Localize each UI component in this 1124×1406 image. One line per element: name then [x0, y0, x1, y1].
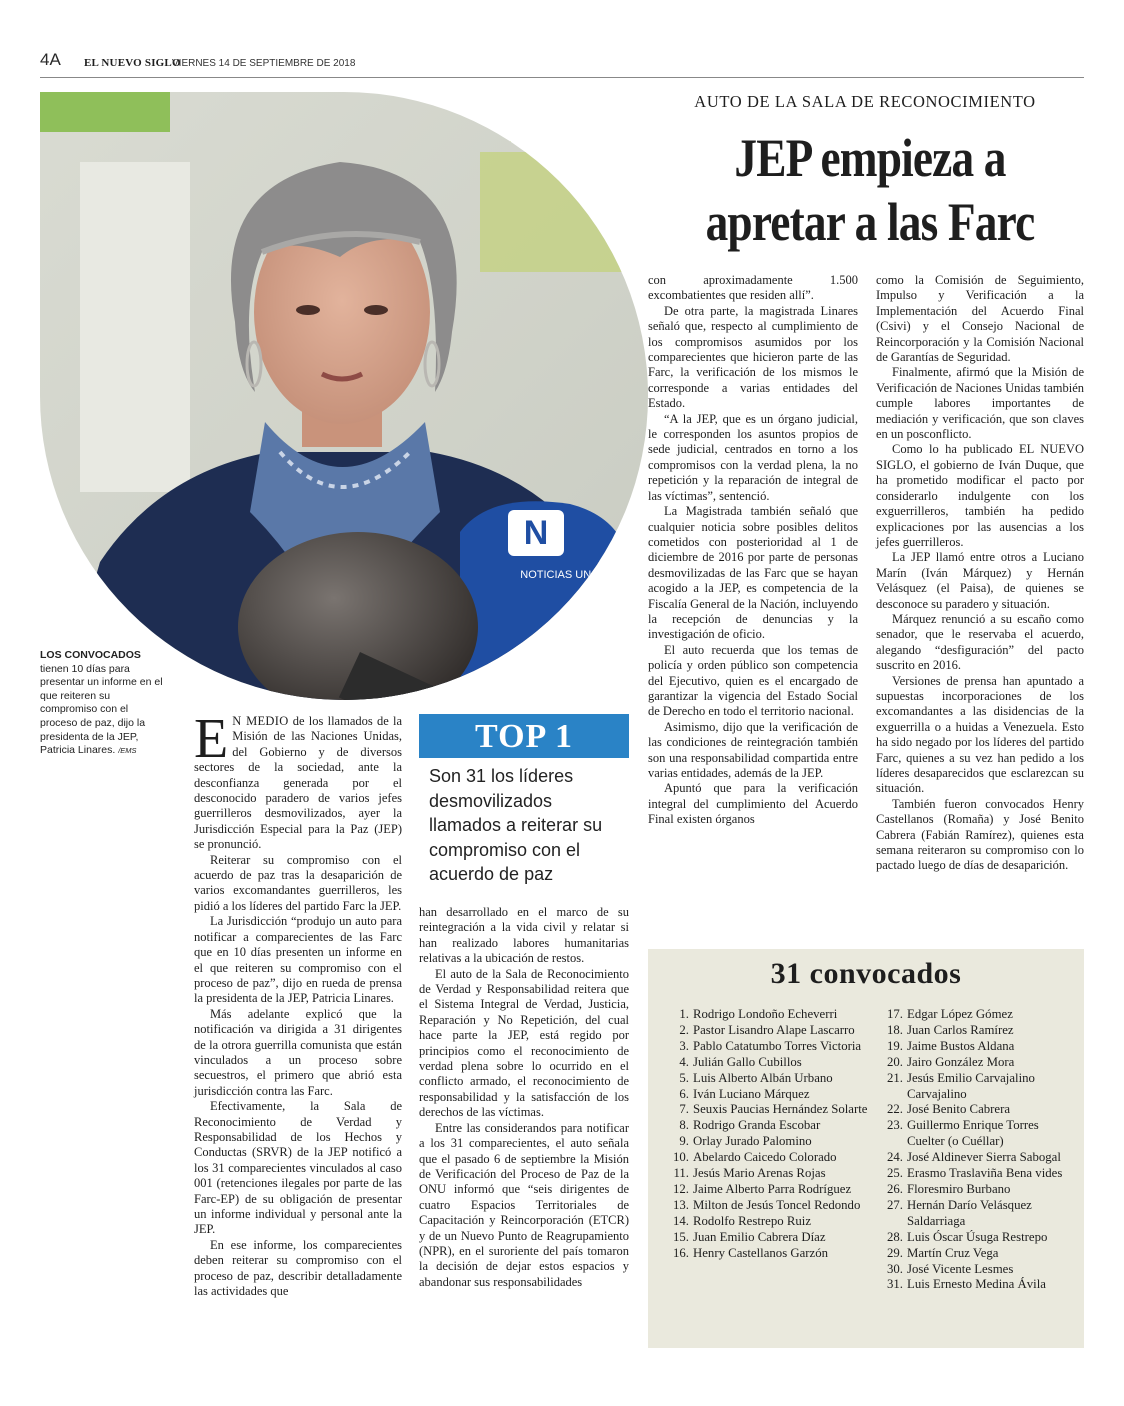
- convocado-name: Rodrigo Granda Escobar: [693, 1118, 821, 1133]
- convocado-name: Pablo Catatumbo Torres Victoria: [693, 1038, 862, 1053]
- background-green-panel: [40, 92, 170, 132]
- convocado-item: [878, 1150, 1078, 1166]
- lead-paragraph: [194, 708, 402, 853]
- convocados-list-left: [664, 1007, 874, 1262]
- convocado-name: Hernán Darío Velásquez Saldarriaga: [907, 1197, 1032, 1228]
- convocado-number: 13.: [673, 1197, 689, 1212]
- top-box-label: TOP 1: [419, 714, 629, 758]
- convocado-name: Seuxis Paucias Hernández Solarte: [693, 1102, 868, 1117]
- lead-caps: N MEDIO: [232, 714, 289, 728]
- article-kicker: AUTO DE LA SALA DE RECONOCIMIENTO: [694, 92, 1036, 111]
- caption-body: tienen 10 días para presentar un informe en el que reiteren su compromiso con el proceso de paz, dijo la presidenta de la JEP, Patricia Linares.: [40, 662, 163, 757]
- convocado-number: 21.: [887, 1070, 903, 1085]
- convocado-number: 8.: [679, 1118, 689, 1133]
- convocado-name: Luis Ernesto Medina Ávila: [907, 1277, 1046, 1292]
- convocado-number: 15.: [673, 1229, 689, 1244]
- convocado-number: 2.: [679, 1022, 689, 1037]
- convocado-item: [664, 1134, 874, 1150]
- paragraph: También fueron convocados Henry Castellanos (Romaña) y José Benito Cabrera (Fabián Ramírez), quienes esta semana reiteraron su compromiso con lo pactado luego de días de desaparición.: [876, 796, 1084, 873]
- convocado-name: Iván Luciano Márquez: [693, 1086, 810, 1101]
- paragraph: El auto de la Sala de Reconocimiento de Verdad y Responsabilidad reitera que el Sistema Integral de Verdad, Justicia, Reparación y No Repetición, del cual hace parte la JEP, está regido por principios como el reconocimiento de verdad plena sobre lo ocurrido en el conflicto armado, el reconocimiento de responsabilidad y la satisfacción de los derechos de las víctimas.: [419, 966, 629, 1120]
- paragraph: “A la JEP, que es un órgano judicial, le corresponden los asuntos propios de sede judicial, centrados en torno a los compromisos con la verdad plena, la no repetición y la reparación de integral de las víctimas”, sentenció.: [648, 411, 858, 503]
- convocado-item: [878, 1118, 1078, 1150]
- convocado-number: 11.: [673, 1166, 689, 1181]
- convocado-item: [664, 1166, 874, 1182]
- convocado-number: 26.: [887, 1181, 903, 1196]
- paragraph: El auto recuerda que los temas de policía y orden público son competencia del Ejecutivo, quien es el encargado de garantizar la vigencia del Estado Social de Derecho en todo el territorio nacional.: [648, 642, 858, 719]
- photo-caption: [40, 649, 164, 758]
- paragraph: Entre las considerandos para notificar a los 31 comparecientes, el auto señala que el pasado 6 de septiembre la Misión de Verificación del Proceso de Paz de la ONU informó que “seis dirigentes de cuatro Espacios Territoriales de Capacitación y Reincorporación (ETCR) y de un Nuevo Punto de Reagrupamiento (NPR), en el suroriente del país tomaron la decisión de dejar estos espacios y abandonar sus responsabilidades: [419, 1120, 629, 1289]
- convocado-item: [664, 1087, 874, 1103]
- convocado-name: Edgar López Gómez: [907, 1007, 1013, 1021]
- convocado-item: [664, 1071, 874, 1087]
- convocado-item: [878, 1166, 1078, 1182]
- convocados-list-right: [878, 1007, 1078, 1293]
- convocado-item: [664, 1198, 874, 1214]
- convocado-item: [878, 1023, 1078, 1039]
- convocado-number: 27.: [887, 1197, 903, 1212]
- convocado-name: Jairo González Mora: [907, 1054, 1015, 1069]
- convocado-number: 29.: [887, 1245, 903, 1260]
- paragraph: Efectivamente, la Sala de Reconocimiento de Verdad y Responsabilidad de los Hechos y Conductas (SRVR) de la JEP notificó a los 31 comparecientes vinculados al caso 001 (retenciones ilegales por parte de las Farc-EP) de su obligación de presentar un informe individual y personal ante la JEP.: [194, 1099, 402, 1237]
- page-number: 4A: [40, 50, 61, 69]
- convocado-name: Luis Alberto Albán Urbano: [693, 1070, 833, 1085]
- photo-credit: /EMS: [118, 746, 137, 756]
- convocado-item: [878, 1262, 1078, 1278]
- paragraph: Versiones de prensa han apuntado a supuestas incorporaciones de los excomandantes a las disidencias de la exguerrilla o a huidas a Venezuela. Esto ha sido negado por los líderes del partido Farc, quienes a su vez han pedido a los líderes desaparecidos que esclarezcan su situación.: [876, 673, 1084, 796]
- convocado-name: José Aldinever Sierra Sabogal: [907, 1150, 1061, 1165]
- convocado-name: Juan Emilio Cabrera Díaz: [693, 1229, 826, 1244]
- convocado-item: [664, 1246, 874, 1262]
- drop-cap: E: [194, 708, 229, 770]
- convocado-number: 22.: [887, 1102, 903, 1117]
- convocado-name: José Vicente Lesmes: [907, 1261, 1014, 1276]
- convocado-item: [878, 1055, 1078, 1071]
- mic-label: NOTICIAS UNO: [520, 569, 600, 581]
- top-box: [419, 714, 629, 890]
- article-headline: [677, 126, 1063, 254]
- paragraph: En ese informe, los comparecientes deben reiterar su compromiso con el proceso de paz, describir detalladamente las actividades que: [194, 1237, 402, 1299]
- convocado-name: Floresmiro Burbano: [907, 1181, 1011, 1196]
- convocado-name: Jesús Mario Arenas Rojas: [693, 1166, 826, 1181]
- convocado-item: [878, 1230, 1078, 1246]
- paragraph: Márquez renunció a su escaño como senador, que le reservaba el acuerdo, alegando “desfiguración” del pacto suscrito en 2016.: [876, 611, 1084, 673]
- convocado-item: [878, 1102, 1078, 1118]
- headline-line-1: JEP empieza a: [734, 128, 1006, 188]
- paragraph: con aproximadamente 1.500 excombatientes que residen allí”.: [648, 273, 858, 303]
- convocado-number: 20.: [887, 1054, 903, 1069]
- convocado-name: Pastor Lisandro Alape Lascarro: [693, 1022, 855, 1037]
- paragraph: De otra parte, la magistrada Linares señaló que, respecto al cumplimiento de los compromisos asumidos por los comparecientes que hicieron parte de las Farc, la verificación de los mismos le corresponde a varias entidades del Estado.: [648, 303, 858, 411]
- convocado-name: José Benito Cabrera: [907, 1102, 1011, 1117]
- convocado-number: 5.: [679, 1070, 689, 1085]
- convocado-item: [664, 1055, 874, 1071]
- convocado-item: [664, 1023, 874, 1039]
- paragraph: Asimismo, dijo que la verificación de las condiciones de reintegración también son una responsabilidad compartida entre varias entidades, además de la JEP.: [648, 719, 858, 780]
- convocado-number: 4.: [679, 1054, 689, 1069]
- convocado-number: 25.: [887, 1166, 903, 1181]
- header-rule: [40, 77, 1084, 78]
- convocado-name: Henry Castellanos Garzón: [693, 1245, 829, 1260]
- paragraph: Reiterar su compromiso con el acuerdo de paz tras la desaparición de varios excomandantes guerrilleros, les pidió a los líderes del partido Farc la JEP.: [194, 852, 402, 913]
- paragraph: La Magistrada también señaló que cualquier noticia sobre posibles delitos cometidos con posterioridad al 1 de diciembre de 2016 por parte de personas desmovilizadas de las Farc que se hayan acogido a la JEP, es competencia de la Fiscalía General de la Nación, incluyendo la recepción de denuncias y la investigación de oficio.: [648, 504, 858, 642]
- paragraph: como la Comisión de Seguimiento, Impulso y Verificación a la Implementación del Acuerdo Final (Csivi) y el Consejo Nacional de Reincorporación y la Comisión Nacional de Garantías de Seguridad.: [876, 273, 1084, 365]
- article-column-2: [419, 905, 629, 1290]
- convocado-name: Luis Óscar Úsuga Restrepo: [907, 1229, 1048, 1244]
- convocado-item: [878, 1007, 1078, 1023]
- convocado-item: [664, 1150, 874, 1166]
- convocado-name: Jaime Bustos Aldana: [907, 1038, 1015, 1053]
- convocado-item: [664, 1102, 874, 1118]
- convocado-item: [878, 1198, 1078, 1230]
- convocado-number: 30.: [887, 1261, 903, 1276]
- convocado-number: 23.: [887, 1118, 903, 1133]
- convocado-item: [664, 1182, 874, 1198]
- paragraph: Más adelante explicó que la notificación va dirigida a 31 dirigentes de la otrora guerrilla comunista que están vinculados a un proceso sobre secuestros, el primero que abrió esta jurisdicción contra las Farc.: [194, 1006, 402, 1098]
- convocado-name: Milton de Jesús Toncel Redondo: [693, 1197, 861, 1212]
- convocado-name: Guillermo Enrique Torres Cuelter (o Cuéllar): [907, 1118, 1039, 1149]
- article-column-3: [648, 273, 858, 828]
- convocado-name: Jesús Emilio Carvajalino Carvajalino: [907, 1070, 1035, 1101]
- convocado-number: 31.: [887, 1277, 903, 1292]
- convocado-name: Juan Carlos Ramírez: [907, 1022, 1014, 1037]
- convocado-name: Jaime Alberto Parra Rodríguez: [693, 1181, 852, 1196]
- headline-line-2: apretar a las Farc: [705, 192, 1035, 252]
- paragraph: Como lo ha publicado EL NUEVO SIGLO, el gobierno de Iván Duque, que ha prometido modificar el pacto por considerarlo indulgente con los exguerrilleros, también ha pedido explicaciones por las ausencias a los jefes guerrilleros.: [876, 442, 1084, 549]
- issue-date: VIERNES 14 DE SEPTIEMBRE DE 2018: [172, 58, 356, 69]
- portrait-illustration: [40, 92, 648, 700]
- top-box-text: Son 31 los líderes desmovilizados llamados a reiterar su compromiso con el acuerdo de paz: [429, 766, 603, 884]
- mic-logo: N: [523, 514, 549, 552]
- newspaper-name: EL NUEVO SIGLO: [84, 57, 181, 69]
- convocado-item: [878, 1039, 1078, 1055]
- convocado-number: 12.: [673, 1181, 689, 1196]
- convocado-item: [664, 1118, 874, 1134]
- convocado-name: Rodolfo Restrepo Ruiz: [693, 1213, 812, 1228]
- mic-noticias-uno: [460, 501, 631, 692]
- convocados-box: [648, 949, 1084, 1348]
- convocado-number: 10.: [673, 1150, 689, 1165]
- caption-head: LOS CONVOCADOS: [40, 649, 141, 661]
- convocado-number: 1.: [679, 1007, 689, 1021]
- convocado-name: Martín Cruz Vega: [907, 1245, 999, 1260]
- convocado-number: 24.: [887, 1150, 903, 1165]
- convocado-number: 9.: [679, 1134, 689, 1149]
- convocado-item: [664, 1039, 874, 1055]
- convocado-number: 18.: [887, 1022, 903, 1037]
- paragraph: Finalmente, afirmó que la Misión de Verificación de Naciones Unidas también cumple labores importantes de mediación y verificación, que son claves en un posconflicto.: [876, 365, 1084, 442]
- convocado-item: [664, 1007, 874, 1023]
- paragraph: La JEP llamó entre otros a Luciano Marín (Iván Márquez) y Hernán Velásquez (el Paisa), de quienes se desconoce su paradero y situación.: [876, 550, 1084, 611]
- paragraph: La Jurisdicción “produjo un auto para notificar a comparecientes de las Farc que en 10 días presenten un informe en el que reiteren su compromiso con el proceso de paz”, dijo en rueda de prensa la presidenta de la JEP, Patricia Linares.: [194, 914, 402, 1006]
- convocado-number: 16.: [673, 1245, 689, 1260]
- convocado-number: 3.: [679, 1038, 689, 1053]
- convocado-number: 19.: [887, 1038, 903, 1053]
- convocado-item: [664, 1230, 874, 1246]
- convocado-number: 7.: [679, 1102, 689, 1117]
- lead-text: de los llamados de la Misión de las Naciones Unidas, del Gobierno y de diversos sectores de la sociedad, ante la desconfianza generada por el desconocido paradero de varios jefes guerrilleros desmovilizados, ayer la Jurisdicción Especial para la Paz (JEP) se pronunció.: [194, 714, 402, 852]
- convocado-number: 17.: [887, 1007, 903, 1021]
- convocado-name: Erasmo Traslaviña Bena vides: [907, 1166, 1063, 1181]
- paragraph: han desarrollado en el marco de su reintegración a la vida civil y relatar si han realizado labores humanitarias relativas a la ubicación de restos.: [419, 905, 629, 966]
- article-photo: [40, 92, 648, 700]
- convocado-number: 28.: [887, 1229, 903, 1244]
- convocado-item: [664, 1214, 874, 1230]
- convocados-title: 31 convocados: [770, 957, 962, 990]
- convocado-number: 6.: [679, 1086, 689, 1101]
- convocado-item: [878, 1182, 1078, 1198]
- article-column-1: [194, 708, 402, 1299]
- convocado-item: [878, 1246, 1078, 1262]
- article-column-4: [876, 273, 1084, 874]
- convocado-name: Rodrigo Londoño Echeverri: [693, 1007, 838, 1021]
- convocado-name: Orlay Jurado Palomino: [693, 1134, 812, 1149]
- convocado-item: [878, 1071, 1078, 1103]
- convocado-name: Abelardo Caicedo Colorado: [693, 1150, 837, 1165]
- convocado-item: [878, 1277, 1078, 1293]
- convocado-number: 14.: [673, 1213, 689, 1228]
- paragraph: Apuntó que para la verificación integral del cumplimiento del Acuerdo Final existen órganos: [648, 781, 858, 827]
- convocado-name: Julián Gallo Cubillos: [693, 1054, 802, 1069]
